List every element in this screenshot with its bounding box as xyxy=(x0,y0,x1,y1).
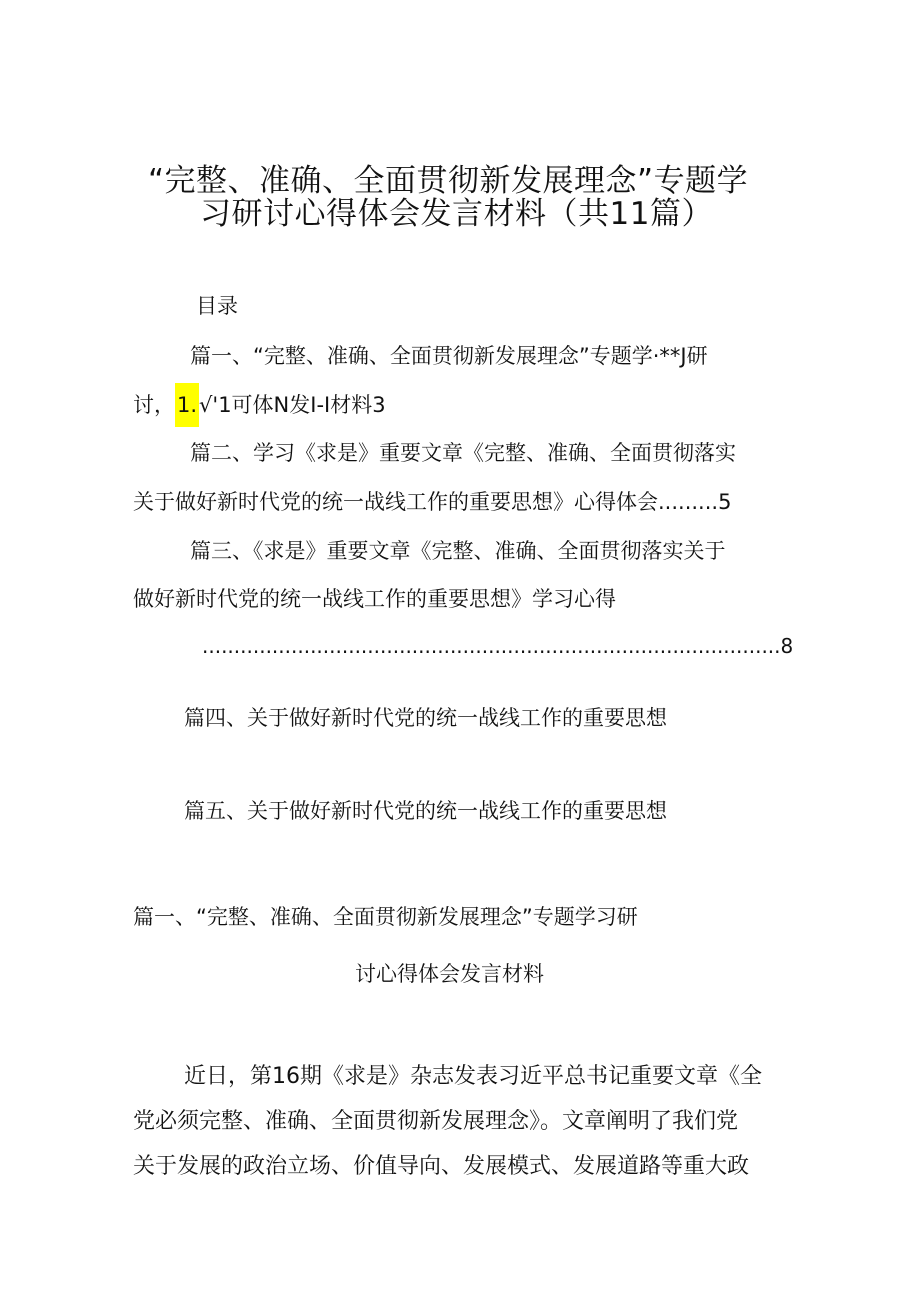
document-title-line-1: “完整、准确、全面贯彻新发展理念”专题学 xyxy=(148,163,749,199)
toc-item-5[interactable]: 篇五、关于做好新时代党的统一战线工作的重要思想 xyxy=(184,799,667,823)
document-title-line-2: 习研讨心得体会发言材料（共11篇） xyxy=(200,196,713,232)
toc-item-3-leader-line[interactable]: ...........................................................................................8 xyxy=(202,634,794,658)
toc-item-1-line-2[interactable] xyxy=(133,389,386,419)
section-1-heading-line-2: 讨心得体会发言材料 xyxy=(355,962,544,986)
section-1-paragraph-line-3: 关于发展的政治立场、价值导向、发展模式、发展道路等重大政 xyxy=(133,1154,750,1179)
toc-item-1-highlight: 1. xyxy=(175,383,199,427)
section-1-paragraph-line-2: 党必须完整、准确、全面贯彻新发展理念》。文章阐明了我们党 xyxy=(133,1109,739,1134)
toc-item-1-line-1[interactable]: 篇一、“完整、准确、全面贯彻新发展理念”专题学·**J研 xyxy=(190,344,708,368)
section-1-heading-line-1: 篇一、“完整、准确、全面贯彻新发展理念”专题学习研 xyxy=(133,905,638,929)
toc-item-2-line-2[interactable]: 关于做好新时代党的统一战线工作的重要思想》心得体会.........5 xyxy=(133,490,732,514)
toc-item-1-suffix: √'1可体N发I-I材料3 xyxy=(199,393,386,417)
toc-item-1-prefix: 讨， xyxy=(133,393,175,417)
section-1-paragraph-line-1: 近日，第16期《求是》杂志发表习近平总书记重要文章《全 xyxy=(184,1064,762,1089)
toc-item-2-line-1[interactable]: 篇二、学习《求是》重要文章《完整、准确、全面贯彻落实 xyxy=(190,441,736,465)
toc-heading: 目录 xyxy=(196,294,238,318)
toc-item-3-line-1[interactable]: 篇三、《求是》重要文章《完整、准确、全面贯彻落实关于 xyxy=(190,539,726,563)
toc-item-4[interactable]: 篇四、关于做好新时代党的统一战线工作的重要思想 xyxy=(184,706,667,730)
toc-item-3-line-2[interactable]: 做好新时代党的统一战线工作的重要思想》学习心得 xyxy=(133,587,616,611)
